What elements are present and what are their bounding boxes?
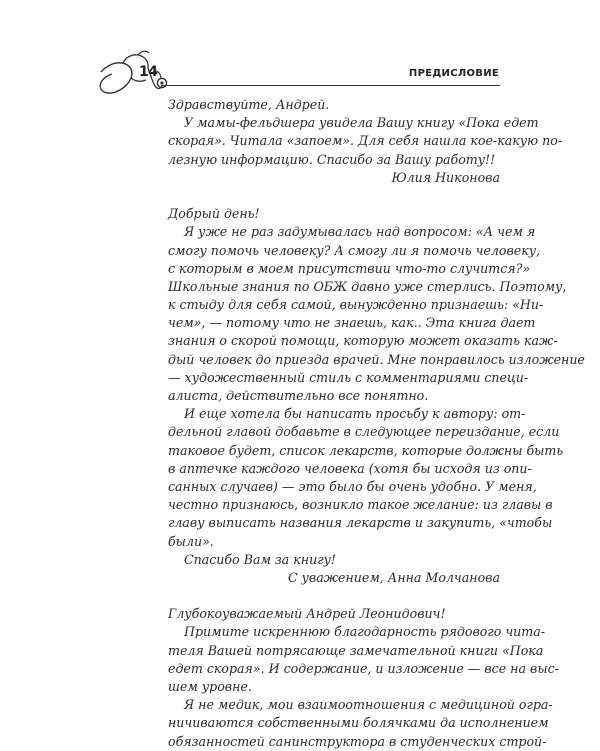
page-number: 14 bbox=[139, 64, 158, 80]
letter-line: чем», — потому что не знаешь, как.. Эта книга дает bbox=[168, 315, 536, 331]
stethoscope-icon bbox=[0, 0, 170, 100]
letter-line: И еще хотела бы написать просьбу к автору: от- bbox=[184, 406, 526, 422]
letter-line: с которым в моем присутствии что-то случится?» bbox=[168, 260, 531, 276]
letter-line: обязанностей санинструктора в студенческих строй- bbox=[168, 733, 547, 749]
letter-line: главу выписать названия лекарств и закупить, «чтобы bbox=[168, 515, 553, 531]
page-header bbox=[0, 0, 600, 100]
letter-3 bbox=[168, 605, 559, 751]
letter-signature: С уважением, Анна Молчанова bbox=[287, 569, 500, 585]
letter-line: к стыду для себя самой, вынужденно признаешь: «Ни- bbox=[168, 297, 544, 313]
letter-line: были». bbox=[168, 533, 214, 549]
letter-spacer bbox=[168, 587, 500, 605]
letter-line: шем уровне. bbox=[168, 679, 252, 694]
letter-line: У мамы-фельдшера увидела Вашу книгу «Пока едет bbox=[184, 115, 539, 131]
letter-greeting: Глубокоуважаемый Андрей Леонидович! bbox=[168, 606, 446, 622]
letter-line: — художественный стиль с комментариями специ- bbox=[168, 369, 529, 385]
letter-greeting: Здравствуйте, Андрей. bbox=[168, 97, 330, 112]
letter-greeting: Добрый день! bbox=[168, 206, 260, 222]
letter-2 bbox=[168, 205, 585, 587]
letter-line: алиста, действительно все понятно. bbox=[168, 388, 429, 403]
letter-line: Школьные знания по ОБЖ давно уже стерлись. Поэтому, bbox=[168, 278, 567, 294]
letter-line: смогу помочь человеку? А смогу ли я помочь человеку, bbox=[168, 242, 541, 258]
letter-line: Я не медик, мои взаимоотношения с медициной огра- bbox=[184, 697, 553, 713]
letter-line: знания о скорой помощи, которую может оказать каж- bbox=[168, 333, 558, 349]
header-rule bbox=[161, 85, 500, 86]
letter-signature: Юлия Никонова bbox=[391, 169, 500, 185]
section-title: ПРЕДИСЛОВИЕ bbox=[408, 68, 499, 79]
letter-line: едет скорая». И содержание, и изложение — все на выс- bbox=[168, 660, 559, 676]
letters-body bbox=[168, 96, 585, 751]
letter-line: ничиваются собственными болячками да исполнением bbox=[168, 715, 549, 731]
letter-line: скорая». Читала «запоем». Для себя нашла кое-какую по- bbox=[168, 133, 563, 149]
letter-line: дельной главой добавьте в следующее переиздание, если bbox=[168, 424, 560, 440]
letter-line: теля Вашей потрясающе замечательной книги «Пока bbox=[168, 642, 544, 658]
letter-line: таковое будет, список лекарств, которые должны быть bbox=[168, 442, 564, 458]
letter-line: Я уже не раз задумывалась над вопросом: «А чем я bbox=[184, 224, 536, 240]
letter-line: дый человек до приезда врачей. Мне понравилось изложение bbox=[168, 351, 585, 367]
letter-line: лезную информацию. Спасибо за Вашу работу!! bbox=[168, 151, 496, 167]
letter-1 bbox=[168, 96, 563, 187]
letter-line: честно признаюсь, возникло такое желание: из главы в bbox=[168, 497, 553, 513]
letter-line: в аптечке каждого человека (хотя бы исходя из опи- bbox=[168, 460, 532, 476]
letter-line: Спасибо Вам за книгу! bbox=[184, 551, 336, 567]
letter-spacer bbox=[168, 187, 500, 205]
letter-line: Примите искреннюю благодарность рядового чита- bbox=[184, 624, 545, 640]
letter-line: санных случаев) — это было бы очень удобно. У меня, bbox=[168, 478, 537, 494]
